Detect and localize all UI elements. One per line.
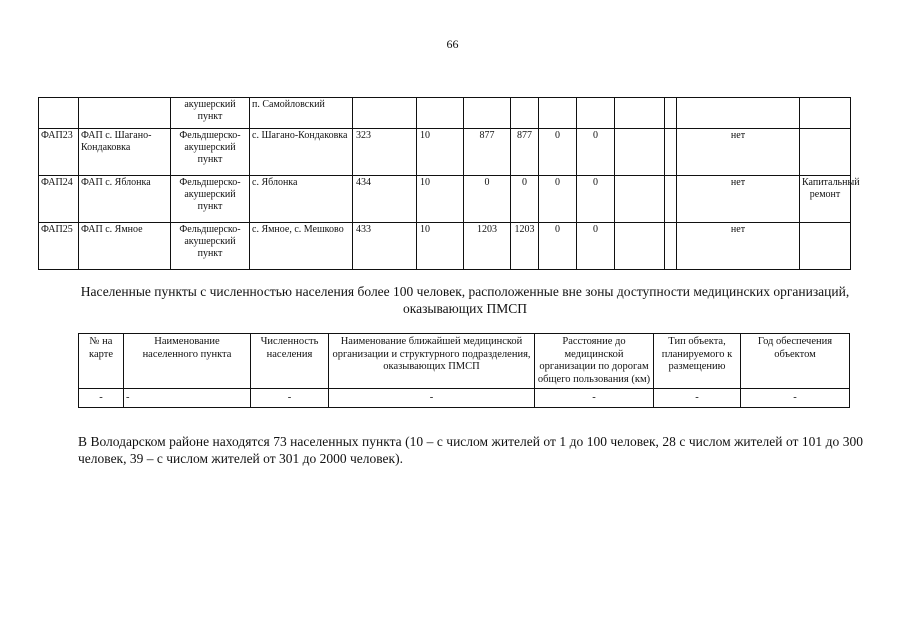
cell-value-1: 10 xyxy=(417,129,464,176)
cell-value-1 xyxy=(417,98,464,129)
cell-flag xyxy=(677,98,800,129)
cell-value-4: 0 xyxy=(539,176,577,223)
cell-type: Фельдшерско-акушерский пункт xyxy=(171,223,250,270)
cell-type: Фельдшерско-акушерский пункт xyxy=(171,129,250,176)
cell-population xyxy=(353,98,417,129)
fap-row xyxy=(39,176,851,223)
summary-paragraph: В Володарском районе находятся 73 населенных пункта (10 – с числом жителей от 1 до 100 человек, 28 с числом жителей от 101 до 300 человек, 39 – с числом жителей от 301 до 2000 человек). xyxy=(78,434,863,466)
cell-blank xyxy=(665,176,677,223)
cell-locality: с. Шагано-Кондаковка xyxy=(250,129,353,176)
cell-code: ФАП23 xyxy=(39,129,79,176)
cell-value-5: 0 xyxy=(577,129,615,176)
cell-flag: нет xyxy=(677,223,800,270)
fap-row xyxy=(39,98,851,129)
settlement-row xyxy=(79,389,850,408)
cell-population: 434 xyxy=(353,176,417,223)
cell-locality: с. Ямное, с. Мешково xyxy=(250,223,353,270)
cell-blank xyxy=(665,129,677,176)
cell-type: акушерский пункт xyxy=(171,98,250,129)
cell-name: ФАП с. Шагано-Кондаковка xyxy=(79,129,171,176)
cell-code xyxy=(39,98,79,129)
cell-population: 433 xyxy=(353,223,417,270)
cell-value-3: 877 xyxy=(511,129,539,176)
header-object-type: Тип объекта, планируемого к размещению xyxy=(654,334,741,389)
cell-value-2: 0 xyxy=(464,176,511,223)
header-year: Год обеспечения объектом xyxy=(741,334,850,389)
cell-value-2 xyxy=(464,98,511,129)
header-nearest-organization: Наименование ближайшей медицинской организации и структурного подразделения, оказывающих ПМСП xyxy=(329,334,535,389)
cell-value-6 xyxy=(615,129,665,176)
cell-value-3: 0 xyxy=(511,176,539,223)
cell-note xyxy=(800,129,851,176)
header-population: Численность населения xyxy=(251,334,329,389)
cell-code: ФАП24 xyxy=(39,176,79,223)
cell-value-4 xyxy=(539,98,577,129)
cell-name: ФАП с. Ямное xyxy=(79,223,171,270)
cell-nearest-organization: - xyxy=(329,389,535,408)
cell-value-2: 877 xyxy=(464,129,511,176)
cell-note: Капитальный ремонт xyxy=(800,176,851,223)
cell-blank xyxy=(665,98,677,129)
cell-code: ФАП25 xyxy=(39,223,79,270)
cell-note xyxy=(800,98,851,129)
cell-year: - xyxy=(741,389,850,408)
cell-value-5 xyxy=(577,98,615,129)
cell-value-3 xyxy=(511,98,539,129)
cell-map-number: - xyxy=(79,389,124,408)
page-number: 66 xyxy=(446,37,459,51)
cell-object-type: - xyxy=(654,389,741,408)
cell-locality: п. Самойловский xyxy=(250,98,353,129)
settlement-header-row xyxy=(79,334,850,389)
fap-table xyxy=(38,97,860,270)
header-distance: Расстояние до медицинской организации по дорогам общего пользования (км) xyxy=(535,334,654,389)
fap-row xyxy=(39,129,851,176)
cell-settlement-name: - xyxy=(124,389,251,408)
cell-type: Фельдшерско-акушерский пункт xyxy=(171,176,250,223)
cell-flag: нет xyxy=(677,176,800,223)
cell-blank xyxy=(665,223,677,270)
cell-value-2: 1203 xyxy=(464,223,511,270)
cell-value-6 xyxy=(615,176,665,223)
fap-row xyxy=(39,223,851,270)
section-heading: Населенные пункты с численностью населения более 100 человек, расположенные вне зоны доступности медицинских организаций, оказывающих ПМСП xyxy=(80,284,850,316)
header-settlement-name: Наименование населенного пункта xyxy=(124,334,251,389)
cell-population: - xyxy=(251,389,329,408)
settlement-table xyxy=(78,333,850,408)
cell-distance: - xyxy=(535,389,654,408)
cell-population: 323 xyxy=(353,129,417,176)
cell-value-4: 0 xyxy=(539,223,577,270)
cell-value-3: 1203 xyxy=(511,223,539,270)
cell-value-6 xyxy=(615,98,665,129)
cell-value-4: 0 xyxy=(539,129,577,176)
cell-value-5: 0 xyxy=(577,223,615,270)
header-map-number: № на карте xyxy=(79,334,124,389)
cell-note xyxy=(800,223,851,270)
cell-value-5: 0 xyxy=(577,176,615,223)
cell-flag: нет xyxy=(677,129,800,176)
cell-name: ФАП с. Яблонка xyxy=(79,176,171,223)
cell-value-1: 10 xyxy=(417,223,464,270)
cell-value-6 xyxy=(615,223,665,270)
cell-name xyxy=(79,98,171,129)
cell-locality: с. Яблонка xyxy=(250,176,353,223)
cell-value-1: 10 xyxy=(417,176,464,223)
